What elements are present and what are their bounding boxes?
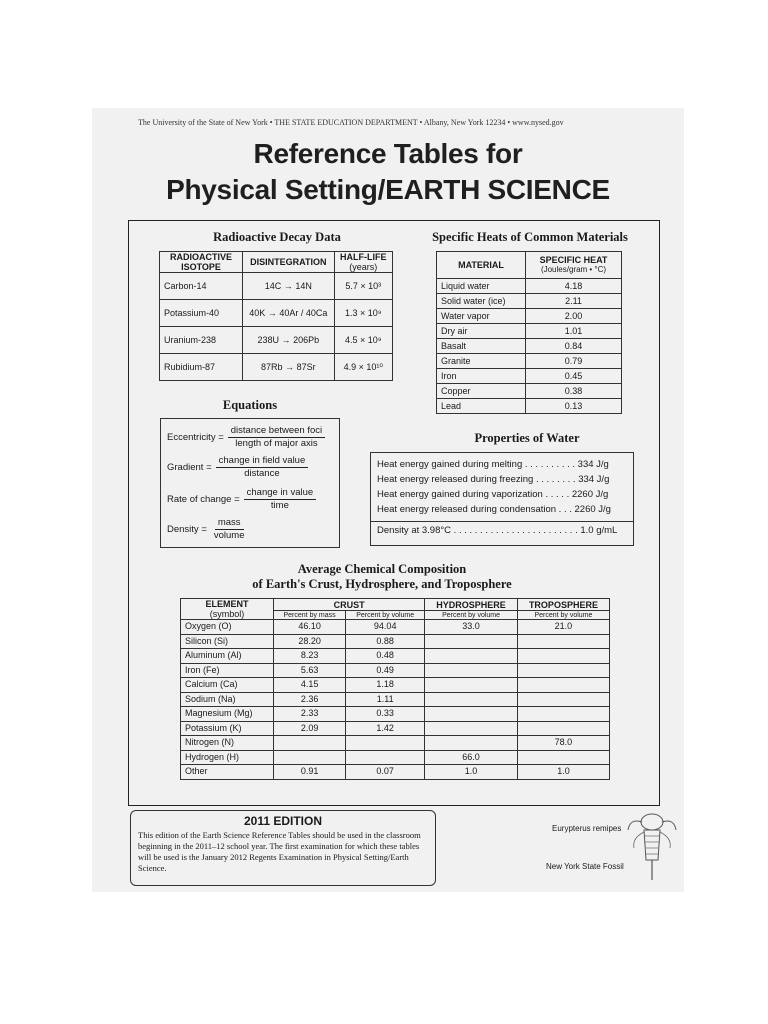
decay-disintegration: 238U → 206Pb [243, 327, 335, 354]
chem-element: Hydrogen (H) [181, 750, 274, 765]
heat-row [437, 324, 622, 339]
edition-text: This edition of the Earth Science Reference Tables should be used in the classroom beginning in the 2011–12 school year. The first examination for which these tables will be used is the January 2012 Regents Examination in Physical Setting/Earth Science. [138, 830, 421, 873]
water-property-line: Heat energy released during condensation . . . 2260 J/g [377, 504, 611, 515]
water-box [370, 452, 634, 546]
page-title-line1: Reference Tables for [253, 138, 523, 169]
chem-row [181, 736, 610, 751]
decay-half-life: 1.3 × 10⁹ [334, 300, 392, 327]
chem-crust-mass: 28.20 [274, 634, 346, 649]
chem-header-element: ELEMENT (symbol) [181, 599, 274, 620]
decay-half-life: 4.5 × 10⁹ [334, 327, 392, 354]
decay-isotope: Potassium-40 [160, 300, 243, 327]
chem-element: Oxygen (O) [181, 620, 274, 635]
chem-crust-volume: 1.42 [346, 721, 425, 736]
chem-crust-volume: 0.49 [346, 663, 425, 678]
chem-element: Aluminum (Al) [181, 649, 274, 664]
equations-box [160, 418, 340, 548]
page-title-line2: Physical Setting/EARTH SCIENCE [166, 174, 610, 205]
heat-row [437, 399, 622, 414]
chem-troposphere [517, 649, 609, 664]
decay-half-life: 4.9 × 10¹⁰ [334, 354, 392, 381]
reference-sheet [92, 108, 684, 892]
water-property-line: Heat energy released during freezing . . . . . . . . 334 J/g [377, 474, 610, 485]
chem-row [181, 678, 610, 693]
chem-row [181, 721, 610, 736]
chem-crust-volume [346, 750, 425, 765]
decay-isotope: Carbon-14 [160, 273, 243, 300]
chem-troposphere [517, 663, 609, 678]
equation-denominator: time [270, 500, 289, 511]
decay-row [160, 327, 393, 354]
chem-row [181, 634, 610, 649]
eurypterus-fossil-icon [622, 808, 682, 886]
chem-troposphere: 21.0 [517, 620, 609, 635]
chem-header-troposphere: TROPOSPHERE [517, 599, 609, 611]
edition-title: 2011 EDITION [243, 814, 323, 828]
chem-crust-volume: 1.11 [346, 692, 425, 707]
chem-crust-volume: 0.07 [346, 765, 425, 780]
chem-hydrosphere [425, 663, 518, 678]
chem-crust-mass: 2.36 [274, 692, 346, 707]
heat-material: Iron [437, 369, 526, 384]
decay-disintegration: 14C → 14N [243, 273, 335, 300]
chem-sub-crust-volume: Percent by volume [346, 611, 425, 620]
chem-element: Magnesium (Mg) [181, 707, 274, 722]
decay-header-disintegration: DISINTEGRATION [243, 252, 335, 273]
chem-hydrosphere [425, 721, 518, 736]
chem-title-line2: of Earth's Crust, Hydrosphere, and Troposphere [252, 577, 512, 591]
equation-label: Rate of change = [167, 494, 240, 505]
chem-row [181, 707, 610, 722]
decay-disintegration: 40K → 40Ar / 40Ca [243, 300, 335, 327]
chem-crust-volume: 94.04 [346, 620, 425, 635]
decay-row [160, 354, 393, 381]
chem-hydrosphere [425, 678, 518, 693]
heat-value: 1.01 [526, 324, 622, 339]
heat-value: 4.18 [526, 279, 622, 294]
chem-table [180, 598, 610, 780]
decay-half-life: 5.7 × 10³ [334, 273, 392, 300]
chem-crust-mass [274, 736, 346, 751]
chem-hydrosphere [425, 634, 518, 649]
chem-row [181, 620, 610, 635]
chem-crust-volume: 0.48 [346, 649, 425, 664]
heat-row [437, 369, 622, 384]
equation [167, 425, 325, 450]
equations-title: Equations [222, 398, 278, 412]
chem-row [181, 692, 610, 707]
water-density: Density at 3.98°C . . . . . . . . . . . . . . . . . . . . . . . . 1.0 g/mL [377, 525, 618, 536]
decay-title: Radioactive Decay Data [213, 230, 341, 244]
decay-isotope: Uranium-238 [160, 327, 243, 354]
chem-sub-crust-mass: Percent by mass [274, 611, 346, 620]
chem-hydrosphere: 33.0 [425, 620, 518, 635]
decay-table [159, 251, 393, 381]
heat-row [437, 384, 622, 399]
chem-sub-hydro-volume: Percent by volume [425, 611, 518, 620]
chem-crust-mass: 46.10 [274, 620, 346, 635]
chem-crust-volume [346, 736, 425, 751]
equation-numerator: mass [215, 517, 244, 530]
chem-element: Iron (Fe) [181, 663, 274, 678]
heat-value: 0.45 [526, 369, 622, 384]
equation-denominator: distance [244, 468, 280, 479]
equation-numerator: distance between foci [228, 425, 325, 438]
chem-troposphere [517, 721, 609, 736]
heat-material: Water vapor [437, 309, 526, 324]
heat-material: Granite [437, 354, 526, 369]
fossil-species: Eurypterus remipes [552, 824, 622, 833]
equation [167, 517, 248, 542]
chem-title-line1: Average Chemical Composition [297, 562, 467, 576]
equation-label: Eccentricity = [167, 432, 224, 443]
chem-element: Nitrogen (N) [181, 736, 274, 751]
heat-table [436, 251, 622, 414]
chem-sub-tropo-volume: Percent by volume [517, 611, 609, 620]
chem-crust-volume: 1.18 [346, 678, 425, 693]
heat-title: Specific Heats of Common Materials [432, 230, 628, 244]
heat-material: Lead [437, 399, 526, 414]
water-property-line: Heat energy gained during melting . . . . . . . . . . 334 J/g [377, 459, 609, 470]
heat-value: 0.38 [526, 384, 622, 399]
edition-box [130, 810, 436, 886]
chem-row [181, 750, 610, 765]
heat-value: 0.79 [526, 354, 622, 369]
chem-crust-mass: 2.09 [274, 721, 346, 736]
heat-row [437, 294, 622, 309]
equation-label: Density = [167, 524, 207, 535]
water-title: Properties of Water [474, 431, 580, 445]
chem-troposphere [517, 692, 609, 707]
heat-material: Solid water (ice) [437, 294, 526, 309]
water-property-line: Heat energy gained during vaporization . . . . . 2260 J/g [377, 489, 609, 500]
chem-crust-volume: 0.33 [346, 707, 425, 722]
chem-hydrosphere: 66.0 [425, 750, 518, 765]
heat-value: 0.84 [526, 339, 622, 354]
heat-row [437, 279, 622, 294]
heat-row [437, 354, 622, 369]
chem-row [181, 649, 610, 664]
heat-row [437, 309, 622, 324]
chem-crust-mass: 0.91 [274, 765, 346, 780]
chem-crust-volume: 0.88 [346, 634, 425, 649]
equation-denominator: volume [213, 530, 245, 541]
chem-element: Potassium (K) [181, 721, 274, 736]
chem-hydrosphere [425, 692, 518, 707]
chem-crust-mass: 8.23 [274, 649, 346, 664]
chem-header-crust: CRUST [274, 599, 425, 611]
chem-crust-mass: 2.33 [274, 707, 346, 722]
equation-denominator: length of major axis [235, 438, 318, 449]
heat-header-specific-heat: SPECIFIC HEAT (Joules/gram • °C) [526, 252, 622, 279]
heat-material: Copper [437, 384, 526, 399]
chem-header-hydrosphere: HYDROSPHERE [425, 599, 518, 611]
heat-material: Dry air [437, 324, 526, 339]
heat-material: Basalt [437, 339, 526, 354]
chem-troposphere: 78.0 [517, 736, 609, 751]
chem-crust-mass: 4.15 [274, 678, 346, 693]
decay-header-halflife: HALF-LIFE (years) [334, 252, 392, 273]
heat-header-material: MATERIAL [437, 252, 526, 279]
heat-value: 2.11 [526, 294, 622, 309]
chem-troposphere [517, 707, 609, 722]
chem-troposphere [517, 634, 609, 649]
chem-element: Silicon (Si) [181, 634, 274, 649]
heat-material: Liquid water [437, 279, 526, 294]
fossil-caption: New York State Fossil [546, 862, 624, 871]
chem-row [181, 663, 610, 678]
chem-element: Sodium (Na) [181, 692, 274, 707]
chem-hydrosphere [425, 649, 518, 664]
chem-element: Other [181, 765, 274, 780]
equation-numerator: change in value [244, 487, 317, 500]
chem-troposphere [517, 750, 609, 765]
decay-disintegration: 87Rb → 87Sr [243, 354, 335, 381]
decay-isotope: Rubidium-87 [160, 354, 243, 381]
chem-troposphere: 1.0 [517, 765, 609, 780]
chem-hydrosphere [425, 736, 518, 751]
decay-row [160, 300, 393, 327]
chem-crust-mass: 5.63 [274, 663, 346, 678]
chem-hydrosphere [425, 707, 518, 722]
decay-row [160, 273, 393, 300]
chem-troposphere [517, 678, 609, 693]
equation-label: Gradient = [167, 462, 212, 473]
publisher-header: The University of the State of New York • THE STATE EDUCATION DEPARTMENT • Albany, New York 12234 • www.nysed.gov [138, 118, 564, 127]
equation [167, 487, 316, 512]
heat-value: 0.13 [526, 399, 622, 414]
chem-element: Calcium (Ca) [181, 678, 274, 693]
heat-row [437, 339, 622, 354]
heat-value: 2.00 [526, 309, 622, 324]
equation [167, 455, 308, 480]
decay-header-isotope: RADIOACTIVE ISOTOPE [160, 252, 243, 273]
chem-hydrosphere: 1.0 [425, 765, 518, 780]
chem-crust-mass [274, 750, 346, 765]
chem-row [181, 765, 610, 780]
equation-numerator: change in field value [216, 455, 309, 468]
